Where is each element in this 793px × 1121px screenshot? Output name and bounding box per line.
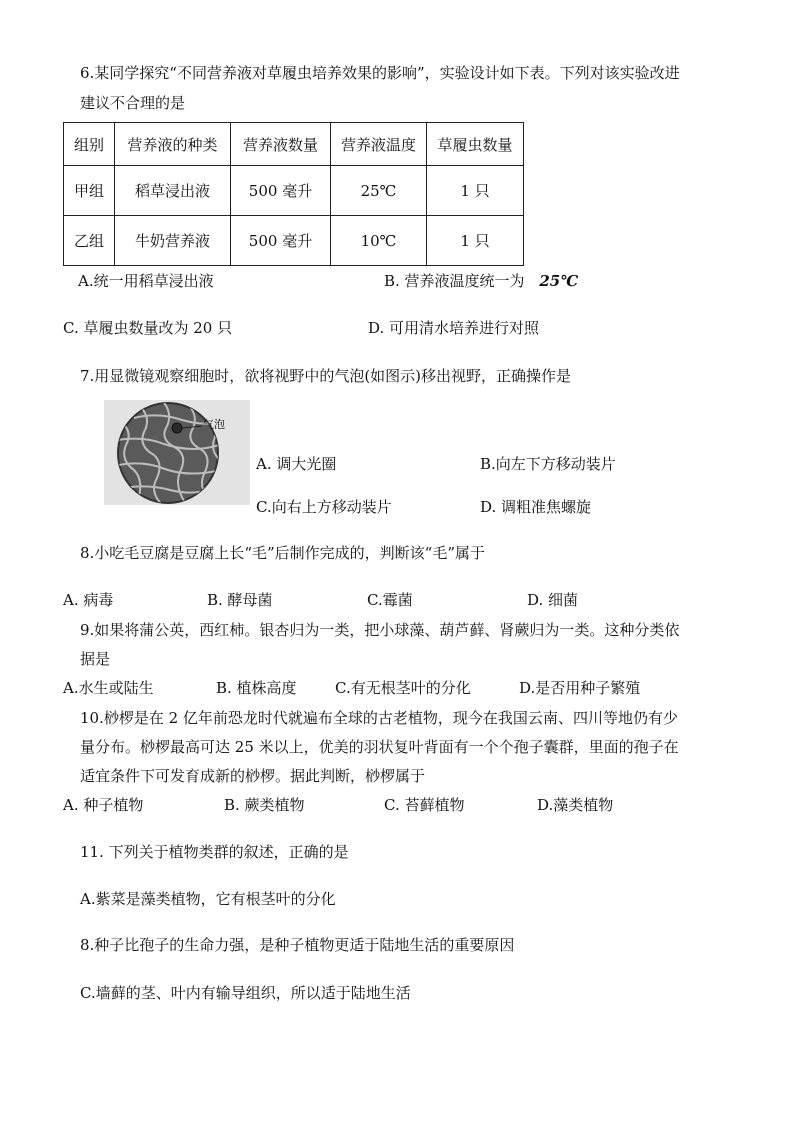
q8-option-a[interactable]: A. 病毒 — [63, 591, 114, 609]
q10-option-b[interactable]: B. 蕨类植物 — [224, 796, 305, 814]
q10-option-d[interactable]: D.藻类植物 — [537, 796, 614, 814]
q8-option-c[interactable]: C.霉菌 — [367, 591, 413, 609]
q8-option-b[interactable]: B. 酵母菌 — [207, 591, 273, 609]
microscope-field-figure — [104, 400, 250, 505]
table-cell: 1 只 — [427, 216, 524, 266]
bubble-label: 气泡 — [203, 418, 225, 431]
table-cell: 牛奶营养液 — [115, 216, 231, 266]
microscope-field-icon — [104, 400, 250, 505]
table-cell: 500 毫升 — [231, 216, 331, 266]
q6-option-c[interactable]: C. 草履虫数量改为 20 只 — [63, 319, 233, 337]
q6-option-a[interactable]: A.统一用稻草浸出液 — [78, 272, 214, 290]
table-cell: 稻草浸出液 — [115, 166, 231, 216]
q10-option-c[interactable]: C. 苔藓植物 — [384, 796, 465, 814]
q8-stem: 8.小吃毛豆腐是豆腐上长“毛”后制作完成的，判断该“毛”属于 — [80, 544, 485, 562]
q7-stem: 7.用显微镜观察细胞时，欲将视野中的气泡(如图示)移出视野，正确操作是 — [80, 367, 572, 385]
q7-option-a[interactable]: A. 调大光圈 — [256, 455, 337, 473]
table-cell: 乙组 — [64, 216, 115, 266]
table-header-cell: 营养液数量 — [231, 123, 331, 166]
q6-stem-line1: 6.某同学探究“不同营养液对草履虫培养效果的影响”，实验设计如下表。下列对该实验改进 — [80, 64, 680, 82]
q10-stem-line2: 量分布。桫椤最高可达 25 米以上，优美的羽状复叶背面有一个个孢子囊群，里面的孢子在 — [80, 738, 679, 756]
q11-option-a[interactable]: A.紫菜是藻类植物，它有根茎叶的分化 — [80, 890, 336, 908]
q9-stem-line2: 据是 — [80, 650, 111, 668]
table-cell: 10℃ — [331, 216, 427, 266]
q6-experiment-table — [63, 122, 524, 266]
q6-option-b[interactable] — [384, 271, 578, 291]
q11-option-b[interactable]: 8.种子比孢子的生命力强，是种子植物更适于陆地生活的重要原因 — [80, 936, 515, 954]
table-header-row — [64, 123, 524, 166]
q10-stem-line3: 适宜条件下可发育成新的桫椤。据此判断，桫椤属于 — [80, 767, 426, 785]
table-header-cell: 营养液温度 — [331, 123, 427, 166]
q11-stem: 11. 下列关于植物类群的叙述，正确的是 — [80, 843, 349, 861]
table-header-cell: 草履虫数量 — [427, 123, 524, 166]
q9-option-c[interactable]: C.有无根茎叶的分化 — [335, 679, 471, 697]
table-row — [64, 216, 524, 266]
q9-stem-line1: 9.如果将蒲公英，西红柿。银杏归为一类，把小球藻、葫芦藓、肾蕨归为一类。这种分类依 — [80, 621, 680, 639]
table-cell: 500 毫升 — [231, 166, 331, 216]
q10-stem-line1: 10.桫椤是在 2 亿年前恐龙时代就遍布全球的古老植物，现今在我国云南、四川等地仍有少 — [80, 709, 678, 727]
q6-option-d[interactable]: D. 可用清水培养进行对照 — [368, 319, 540, 337]
table-cell: 25℃ — [331, 166, 427, 216]
q9-option-b[interactable]: B. 植株高度 — [216, 679, 297, 697]
q7-option-d[interactable]: D. 调粗准焦螺旋 — [480, 498, 592, 516]
q6-stem-line2: 建议不合理的是 — [80, 94, 186, 112]
q9-option-a[interactable]: A.水生或陆生 — [63, 679, 154, 697]
table-header-cell: 营养液的种类 — [115, 123, 231, 166]
table-row — [64, 166, 524, 216]
q9-option-d[interactable]: D.是否用种子繁殖 — [519, 679, 641, 697]
q8-option-d[interactable]: D. 细菌 — [527, 591, 579, 609]
table-cell: 1 只 — [427, 166, 524, 216]
q10-option-a[interactable]: A. 种子植物 — [63, 796, 144, 814]
table-cell: 甲组 — [64, 166, 115, 216]
q6-option-b-text: B. 营养液温度统一为 — [384, 272, 525, 290]
table-header-cell: 组别 — [64, 123, 115, 166]
q7-option-b[interactable]: B.向左下方移动装片 — [480, 455, 616, 473]
q6-option-b-value: 25℃ — [539, 272, 579, 290]
q7-option-c[interactable]: C.向右上方移动装片 — [256, 498, 392, 516]
q11-option-c[interactable]: C.墙藓的茎、叶内有输导组织，所以适于陆地生活 — [80, 984, 411, 1002]
